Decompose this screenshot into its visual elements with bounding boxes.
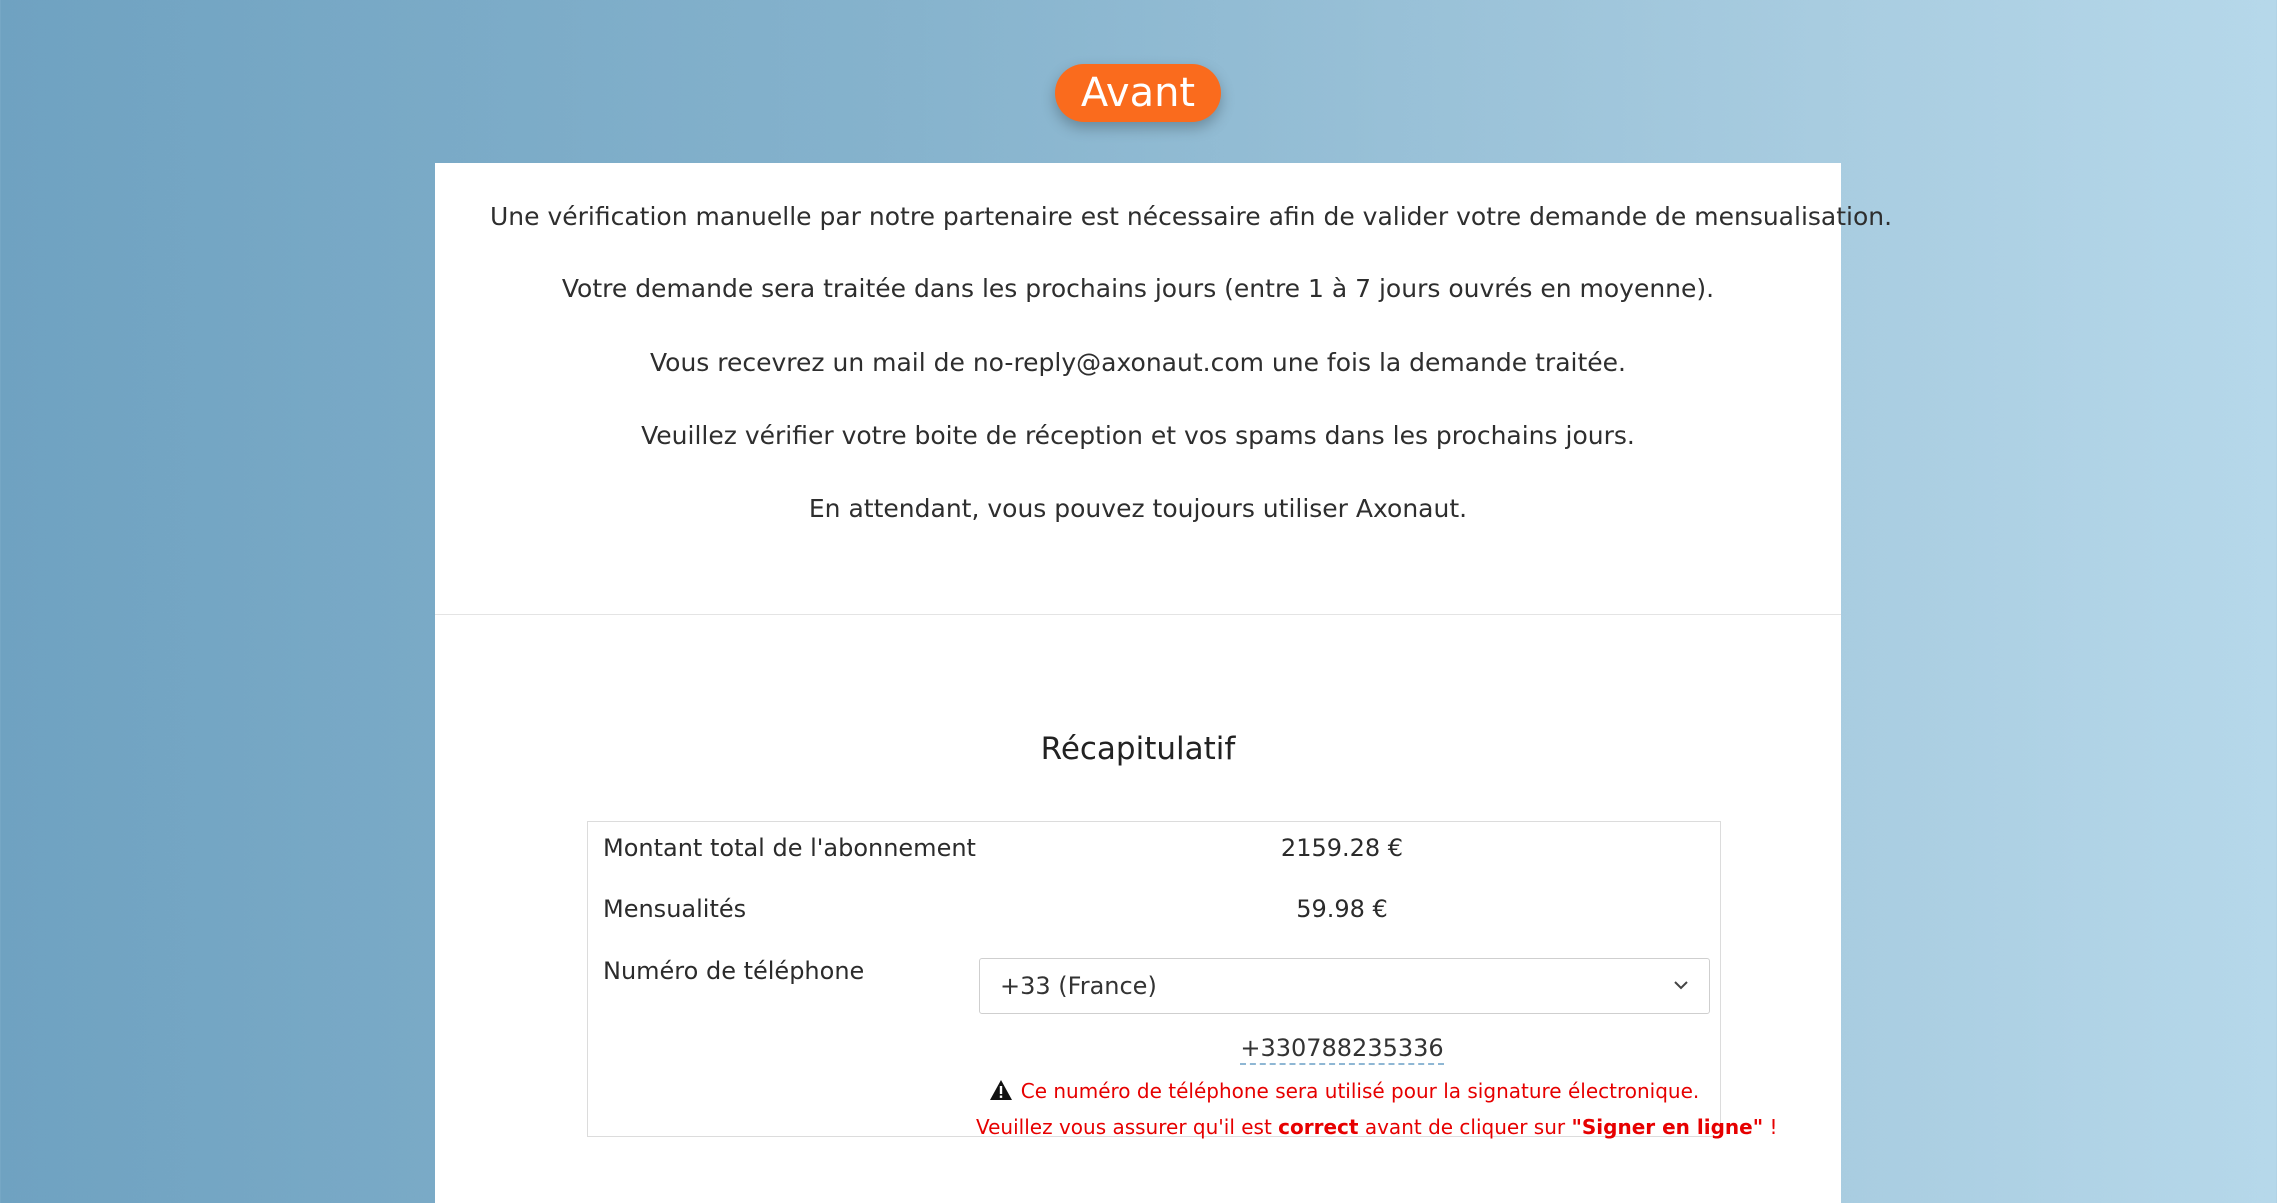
section-divider: [435, 614, 1841, 615]
monthly-payment-value: 59.98 €: [1296, 895, 1388, 923]
phone-warning-text: Ce numéro de téléphone sera utilisé pour la signature électronique.: [1020, 1079, 1700, 1103]
warning-part3: !: [1763, 1115, 1778, 1139]
warning-bold-sign-online: "Signer en ligne": [1571, 1115, 1764, 1139]
phone-warning-line1: [976, 1079, 1712, 1103]
info-message-meanwhile: En attendant, vous pouvez toujours utiliser Axonaut.: [808, 494, 1468, 523]
content-card: [435, 163, 1893, 1203]
total-amount-value: 2159.28 €: [1280, 834, 1404, 862]
recap-title: Récapitulatif: [1040, 731, 1236, 767]
warning-part1: Veuillez vous assurer qu'il est: [976, 1115, 1279, 1139]
info-message-email: Vous recevrez un mail de no-reply@axonaut.com une fois la demande traitée.: [650, 348, 1626, 377]
info-message-spam: Veuillez vérifier votre boite de réception et vos spams dans les prochains jours.: [641, 421, 1635, 450]
total-amount-label: Montant total de l'abonnement: [603, 834, 976, 862]
warning-bold-correct: correct: [1278, 1115, 1359, 1139]
chevron-down-icon: [1671, 975, 1691, 995]
info-message-verification: Une vérification manuelle par notre partenaire est nécessaire afin de valider votre demande de mensualisation.: [490, 202, 1893, 231]
phone-warning-line2: [976, 1115, 1778, 1139]
info-message-delay: Votre demande sera traitée dans les prochains jours (entre 1 à 7 jours ouvrés en moyenne).: [561, 274, 1715, 303]
country-code-select[interactable]: [979, 958, 1710, 1014]
warning-triangle-icon: [989, 1079, 1013, 1101]
warning-part2: avant de cliquer sur: [1358, 1115, 1572, 1139]
country-code-selected: +33 (France): [1000, 972, 1157, 1000]
phone-number-field[interactable]: [976, 1034, 1708, 1062]
monthly-payment-label: Mensualités: [603, 895, 747, 923]
recap-box: [587, 821, 1778, 1139]
phone-number-value[interactable]: +330788235336: [1240, 1034, 1443, 1065]
avant-badge: Avant: [1055, 64, 1221, 122]
phone-number-label: Numéro de téléphone: [603, 957, 865, 985]
